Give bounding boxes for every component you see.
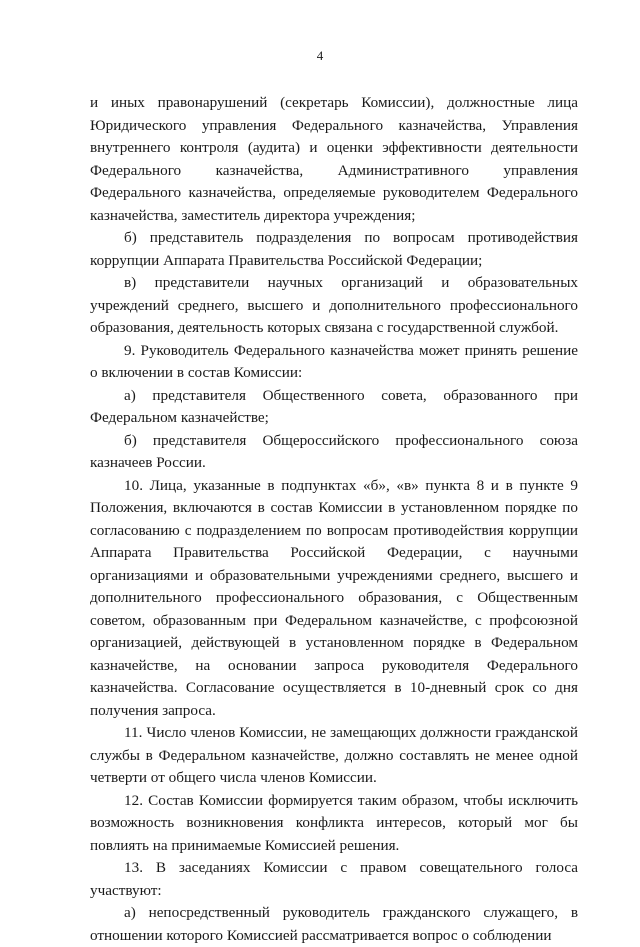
paragraph-9a: а) представителя Общественного совета, образованного при Федеральном казначействе; bbox=[90, 386, 578, 426]
paragraph-11: 11. Число членов Комиссии, не замещающих должности гражданской службы в Федеральном казначействе, должно составлять не менее одной четверти от общего числа членов Комиссии. bbox=[90, 724, 578, 786]
paragraph-13a: а) непосредственный руководитель гражданского служащего, в отношении которого Комиссией рассматривается вопрос о соблюдении bbox=[90, 904, 578, 944]
paragraph-continuation: и иных правонарушений (секретарь Комиссии), должностные лица Юридического управления Федерального казначейства, Управления внутреннего контроля (аудита) и оценки эффективности деятельности Федерального казначейства, Административного управления Федерального казначейства, определяемые руководителем Федерального казначейства, заместитель директора учреждения; bbox=[90, 94, 578, 224]
paragraph-8v: в) представители научных организаций и образовательных учреждений среднего, высшего и дополнительного профессионального образования, деятельность которых связана с государственной службой. bbox=[90, 274, 578, 336]
document-body bbox=[90, 92, 578, 947]
paragraph-10: 10. Лица, указанные в подпунктах «б», «в» пункта 8 и в пункте 9 Положения, включаются в состав Комиссии в установленном порядке по согласованию с подразделением по вопросам противодействия коррупции Аппарата Правительства Российской Федерации, с научными организациями и образовательными учреждениями среднего, высшего и дополнительного профессионального образования, с Общественным советом, образованным при Федеральном казначействе, с профсоюзной организацией, действующей в установленном порядке в Федеральном казначействе, на основании запроса руководителя Федерального казначейства. Согласование осуществляется в 10-дневный срок со дня получения запроса. bbox=[90, 476, 578, 719]
paragraph-12: 12. Состав Комиссии формируется таким образом, чтобы исключить возможность возникновения конфликта интересов, который мог бы повлиять на принимаемые Комиссией решения. bbox=[90, 791, 578, 854]
page-number: 4 bbox=[316, 48, 324, 63]
paragraph-9b: б) представителя Общероссийского профессионального союза казначеев России. bbox=[90, 431, 578, 471]
paragraph-13: 13. В заседаниях Комиссии с правом совещательного голоса участвуют: bbox=[90, 859, 578, 899]
paragraph-8b: б) представитель подразделения по вопросам противодействия коррупции Аппарата Правительства Российской Федерации; bbox=[90, 229, 578, 269]
paragraph-9: 9. Руководитель Федерального казначейства может принять решение о включении в состав Комиссии: bbox=[90, 341, 578, 381]
